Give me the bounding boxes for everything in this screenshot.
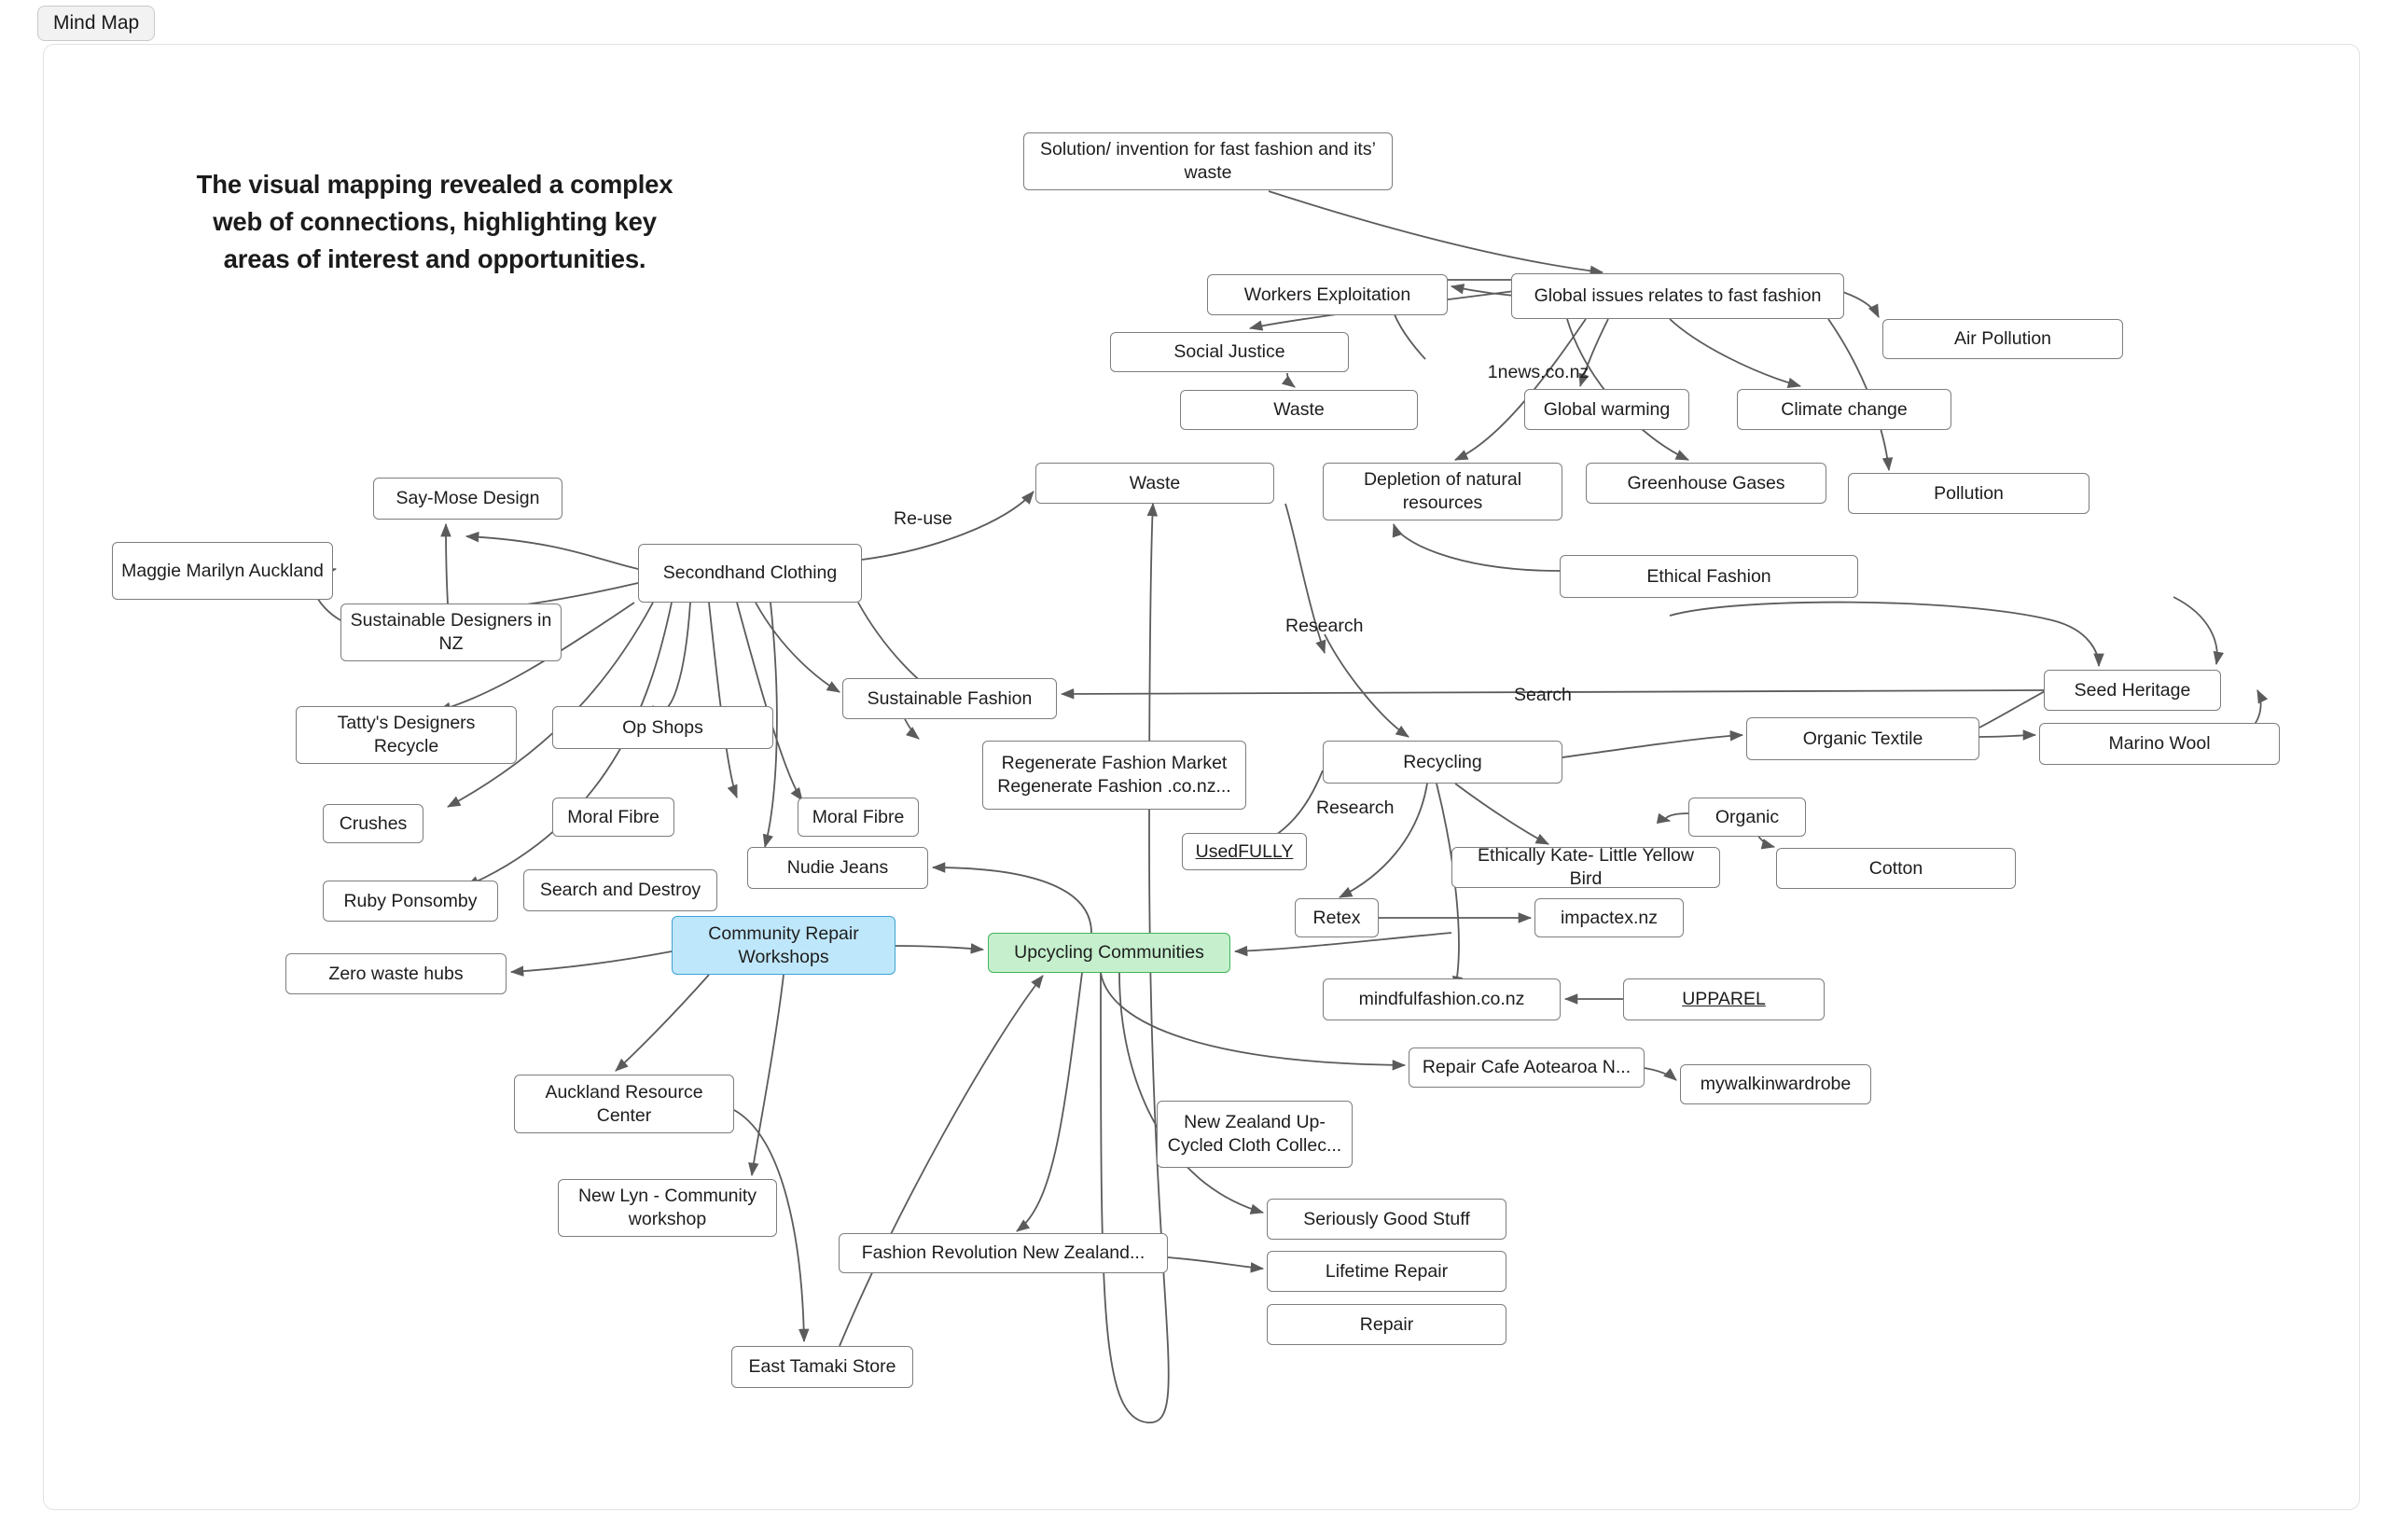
node-label: Say-Mose Design [396,488,540,509]
node-workers-exploitation[interactable] [1207,274,1448,315]
node-label: Fashion Revolution New Zealand... [861,1242,1145,1264]
node-recycling[interactable] [1323,741,1562,784]
node-crushes[interactable] [323,804,423,843]
node-moral-fibre-2[interactable] [798,798,919,837]
node-seed-heritage[interactable] [2044,670,2221,711]
node-social-justice[interactable] [1110,332,1349,372]
node-organic[interactable] [1688,798,1806,837]
node-label: Social Justice [1173,341,1285,363]
node-label: Zero waste hubs [328,963,464,984]
node-label: Sustainable Designers in NZ [350,610,552,654]
node-secondhand-clothing[interactable] [638,544,862,603]
node-marino-wool[interactable] [2039,723,2280,765]
node-label: Cotton [1868,857,1923,879]
node-label: Moral Fibre [812,806,905,827]
edge-label-re-use: Re-use [894,508,952,529]
node-global-issues[interactable] [1511,273,1844,319]
node-label: New Lyn - Community workshop [577,1186,757,1229]
node-label: Community Repair Workshops [708,923,859,967]
node-label: Regenerate Fashion Market Regenerate Fashion .co.nz... [997,753,1231,797]
node-label: Maggie Marilyn Auckland [121,560,324,581]
node-label: Retex [1312,907,1361,928]
node-label: Ethical Fashion [1646,565,1771,587]
node-cotton[interactable] [1776,848,2016,889]
node-label: mywalkinwardrobe [1700,1074,1852,1095]
node-label: Sustainable Fashion [867,687,1033,709]
node-maggie-marilyn-auckland[interactable] [112,542,333,600]
node-label: Organic Textile [1802,728,1923,749]
node-label: Moral Fibre [567,806,659,827]
node-new-lyn-community-workshop[interactable] [558,1179,777,1237]
node-pollution[interactable] [1848,473,2090,514]
node-label: Ruby Ponsomby [343,890,478,911]
node-label: Workers Exploitation [1243,284,1411,305]
node-repair-cafe-aotearoa[interactable] [1409,1047,1645,1088]
node-label: UsedFULLY [1195,840,1294,862]
node-auckland-resource-center[interactable] [514,1075,734,1133]
node-label: Global warming [1543,398,1671,420]
node-ethical-fashion[interactable] [1560,555,1858,598]
node-label: Depletion of natural resources [1363,469,1522,513]
node-label: Climate change [1781,398,1908,420]
edge-label-research-recycling: Research [1316,798,1395,818]
node-moral-fibre-1[interactable] [552,798,674,837]
node-say-mose-design[interactable] [373,478,562,520]
node-zero-waste-hubs[interactable] [285,953,507,994]
node-op-shops[interactable] [552,706,773,749]
node-sustainable-designers-nz[interactable] [340,604,562,661]
node-global-warming[interactable] [1524,389,1689,430]
node-depletion-natural-resources[interactable] [1323,463,1562,520]
node-label: Search and Destroy [539,880,701,901]
node-1news-label[interactable] [1478,359,1599,385]
node-label: Greenhouse Gases [1627,472,1785,493]
node-fashion-revolution-nz[interactable] [839,1233,1168,1273]
node-waste-main[interactable] [1035,463,1274,504]
node-repair[interactable] [1267,1304,1506,1345]
node-greenhouse-gases[interactable] [1586,463,1826,504]
node-label: Crushes [339,812,408,834]
node-label: Waste [1273,399,1325,421]
node-organic-textile[interactable] [1746,717,1979,760]
node-mywalkinwardrobe[interactable] [1680,1064,1871,1104]
node-waste-top[interactable] [1180,390,1418,430]
node-label: Seriously Good Stuff [1303,1208,1470,1229]
node-label: UPPAREL [1682,989,1766,1010]
node-label: Upcycling Communities [1014,942,1204,964]
node-ethically-kate-little-yellow-bird[interactable] [1451,847,1720,888]
node-label: Air Pollution [1953,328,2052,350]
node-seriously-good-stuff[interactable] [1267,1199,1506,1240]
node-east-tamaki-store[interactable] [731,1346,913,1388]
node-label: Ethically Kate- Little Yellow Bird [1478,845,1694,889]
node-search-and-destroy[interactable] [523,869,717,911]
edge-label-research-waste: Research [1285,616,1364,636]
tab-mind-map[interactable]: Mind Map [37,6,155,41]
node-sustainable-fashion[interactable] [842,678,1057,719]
node-label: Repair Cafe Aotearoa N... [1422,1057,1631,1078]
node-label: East Tamaki Store [748,1356,896,1378]
page-heading: The visual mapping revealed a complex web of connections, highlighting key areas of interest and opportunities. [196,170,673,273]
node-label: 1news.co.nz [1487,361,1590,382]
node-ruby-ponsomby[interactable] [323,881,498,922]
node-label: Lifetime Repair [1325,1260,1449,1282]
node-label: Op Shops [622,716,703,738]
node-usedfully[interactable] [1182,833,1307,870]
node-label: impactex.nz [1560,907,1659,928]
node-label: Repair [1359,1313,1414,1335]
node-label: New Zealand Up-Cycled Cloth Collec... [1167,1112,1342,1156]
node-upcycling-communities[interactable] [988,933,1230,973]
node-label: Pollution [1934,482,2004,504]
node-impactex-nz[interactable] [1534,898,1684,937]
node-nudie-jeans[interactable] [747,847,928,889]
node-label: Organic [1715,806,1780,827]
node-community-repair-workshops[interactable] [672,916,896,975]
node-label: mindfulfashion.co.nz [1358,989,1525,1010]
node-nz-upcycled-cloth-collective[interactable] [1157,1101,1353,1168]
node-lifetime-repair[interactable] [1267,1251,1506,1292]
node-label: Tatty's Designers Recycle [337,713,476,756]
node-climate-change[interactable] [1737,389,1951,430]
node-label: Seed Heritage [2074,679,2191,701]
node-label: Global issues relates to fast fashion [1534,285,1822,307]
node-tattys-designers-recycle[interactable] [296,706,517,764]
node-label: Auckland Resource Center [545,1081,703,1126]
node-label: Nudie Jeans [786,857,889,879]
node-label: Marino Wool [2108,733,2211,755]
node-mindfulfashion-co-nz[interactable] [1323,978,1561,1020]
node-label: Solution/ invention for fast fashion and its’ waste [1040,139,1376,183]
node-air-pollution[interactable] [1882,319,2123,359]
node-solution[interactable] [1023,132,1393,190]
node-label: Recycling [1403,751,1482,772]
node-label: Waste [1129,472,1181,493]
node-upparel[interactable] [1623,978,1825,1020]
edge-label-search: Search [1514,685,1572,705]
node-retex[interactable] [1295,898,1379,937]
node-label: Secondhand Clothing [662,562,838,584]
node-regenerate-fashion-market[interactable] [982,741,1246,810]
